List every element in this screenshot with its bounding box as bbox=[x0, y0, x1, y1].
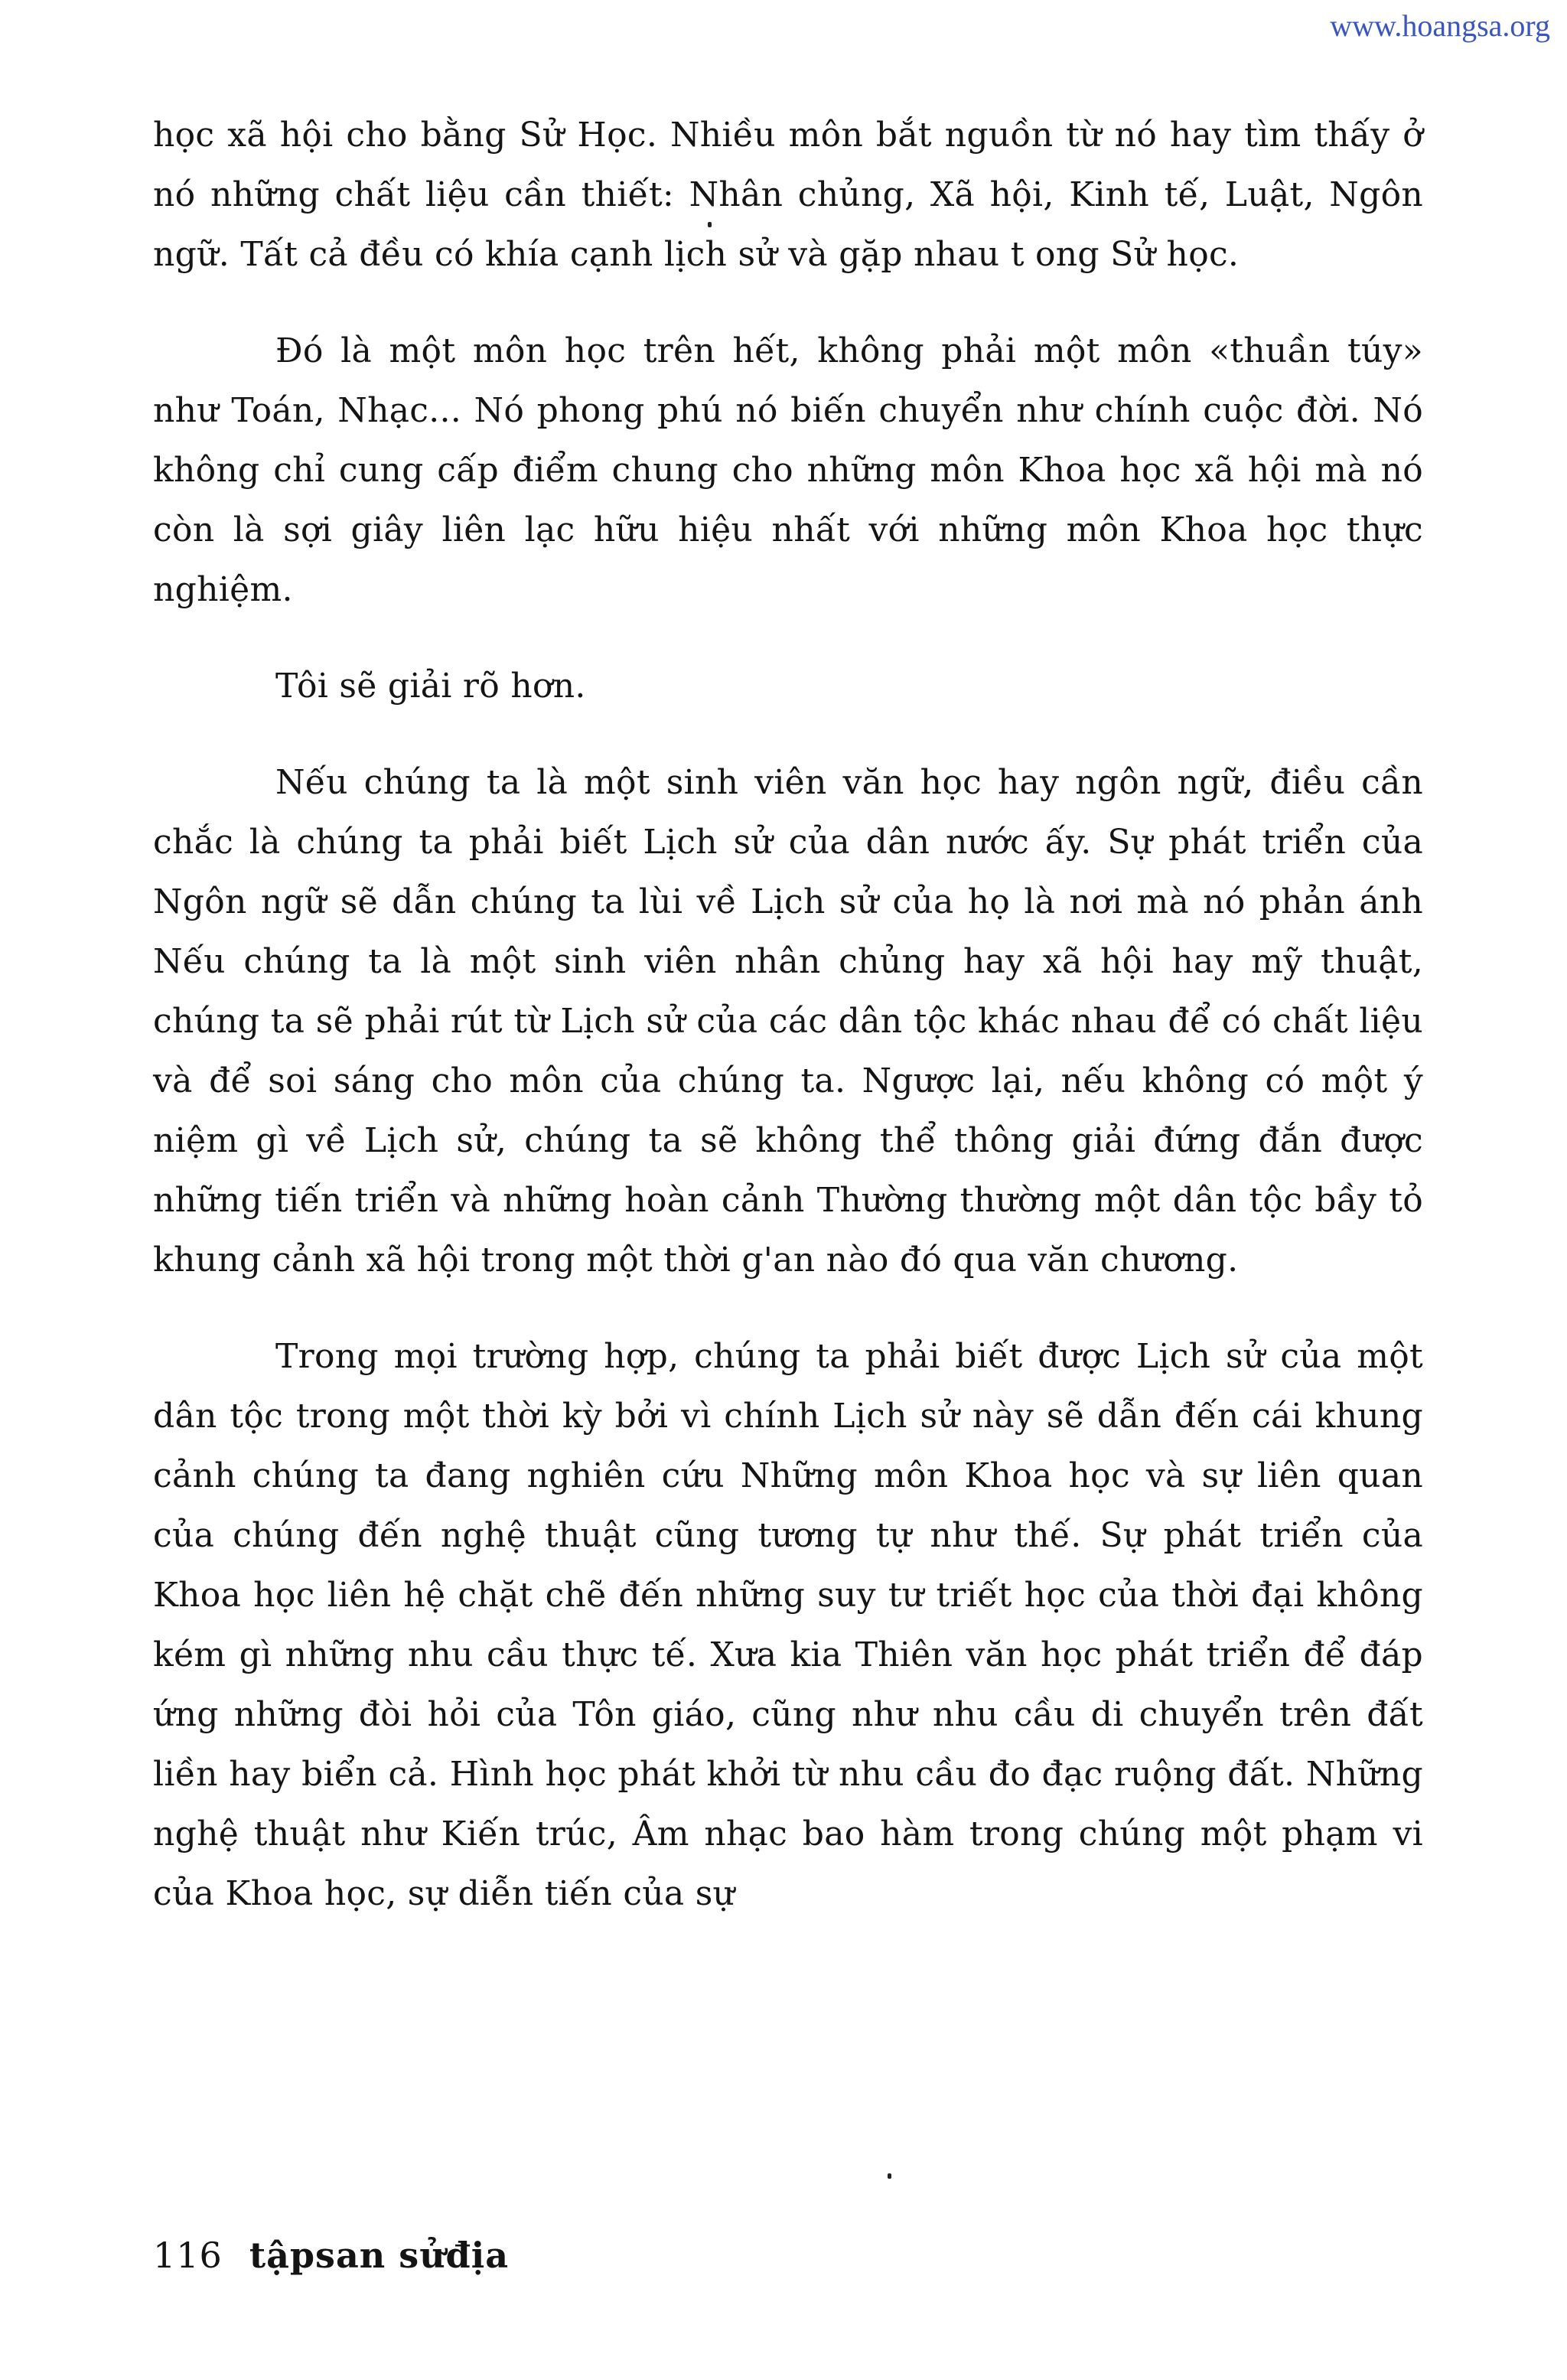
body-text bbox=[153, 106, 1423, 1961]
print-speck bbox=[888, 2173, 891, 2179]
paragraph-3: Tôi sẽ giải rõ hơn. bbox=[275, 667, 586, 706]
paragraph-2: Đó là một môn học trên hết, không phải một môn «thuần túy» như Toán, Nhạc... Nó phong phú nó biến chuyển như chính cuộc đời. Nó không chỉ cung cấp điểm chung cho những môn Khoa học xã hội mà nó còn là sợi giây liên lạc hữu hiệu nhất với những môn Khoa học thực nghiệm. bbox=[153, 331, 1423, 609]
paragraph-1: học xã hội cho bằng Sử Học. Nhiều môn bắt nguồn từ nó hay tìm thấy ở nó những chất liệu cần thiết: Nhân chủng, Xã hội, Kinh tế, Luật, Ngôn ngữ. Tất cả đều có khía cạnh lịch sử và gặp nhau t ong Sử học. bbox=[153, 116, 1423, 274]
paragraph-4: Nếu chúng ta là một sinh viên văn học hay ngôn ngữ, điều cần chắc là chúng ta phải biết Lịch sử của dân nước ấy. Sự phát triển của Ngôn ngữ sẽ dẫn chúng ta lùi về Lịch sử của họ là nơi mà nó phản ánh Nếu chúng ta là một sinh viên nhân chủng hay xã hội hay mỹ thuật, chúng ta sẽ phải rút từ Lịch sử của các dân tộc khác nhau để có chất liệu và để soi sáng cho môn của chúng ta. Ngược lại, nếu không có một ý niệm gì về Lịch sử, chúng ta sẽ không thể thông giải đứng đắn được những tiến triển và những hoàn cảnh Thường thường một dân tộc bầy tỏ khung cảnh xã hội trong một thời g'an nào đó qua văn chương. bbox=[153, 763, 1423, 1280]
page-footer bbox=[153, 2235, 509, 2276]
print-speck bbox=[708, 222, 712, 227]
paragraph-5: Trong mọi trường hợp, chúng ta phải biết được Lịch sử của một dân tộc trong một thời kỳ bởi vì chính Lịch sử này sẽ dẫn đến cái khung cảnh chúng ta đang nghiên cứu Những môn Khoa học và sự liên quan của chúng đến nghệ thuật cũng tương tự như thế. Sự phát triển của Khoa học liên hệ chặt chẽ đến những suy tư triết học của thời đại không kém gì những nhu cầu thực tế. Xưa kia Thiên văn học phát triển để đáp ứng những đòi hỏi của Tôn giáo, cũng như nhu cầu di chuyển trên đất liền hay biển cả. Hình học phát khởi từ nhu cầu đo đạc ruộng đất. Những nghệ thuật như Kiến trúc, Âm nhạc bao hàm trong chúng một phạm vi của Khoa học, sự diễn tiến của sự bbox=[153, 1337, 1423, 1913]
watermark-url: www.hoangsa.org bbox=[1330, 8, 1550, 43]
page-number: 116 bbox=[153, 2235, 223, 2276]
publication-title: tậpsan sửđịa bbox=[249, 2235, 509, 2276]
